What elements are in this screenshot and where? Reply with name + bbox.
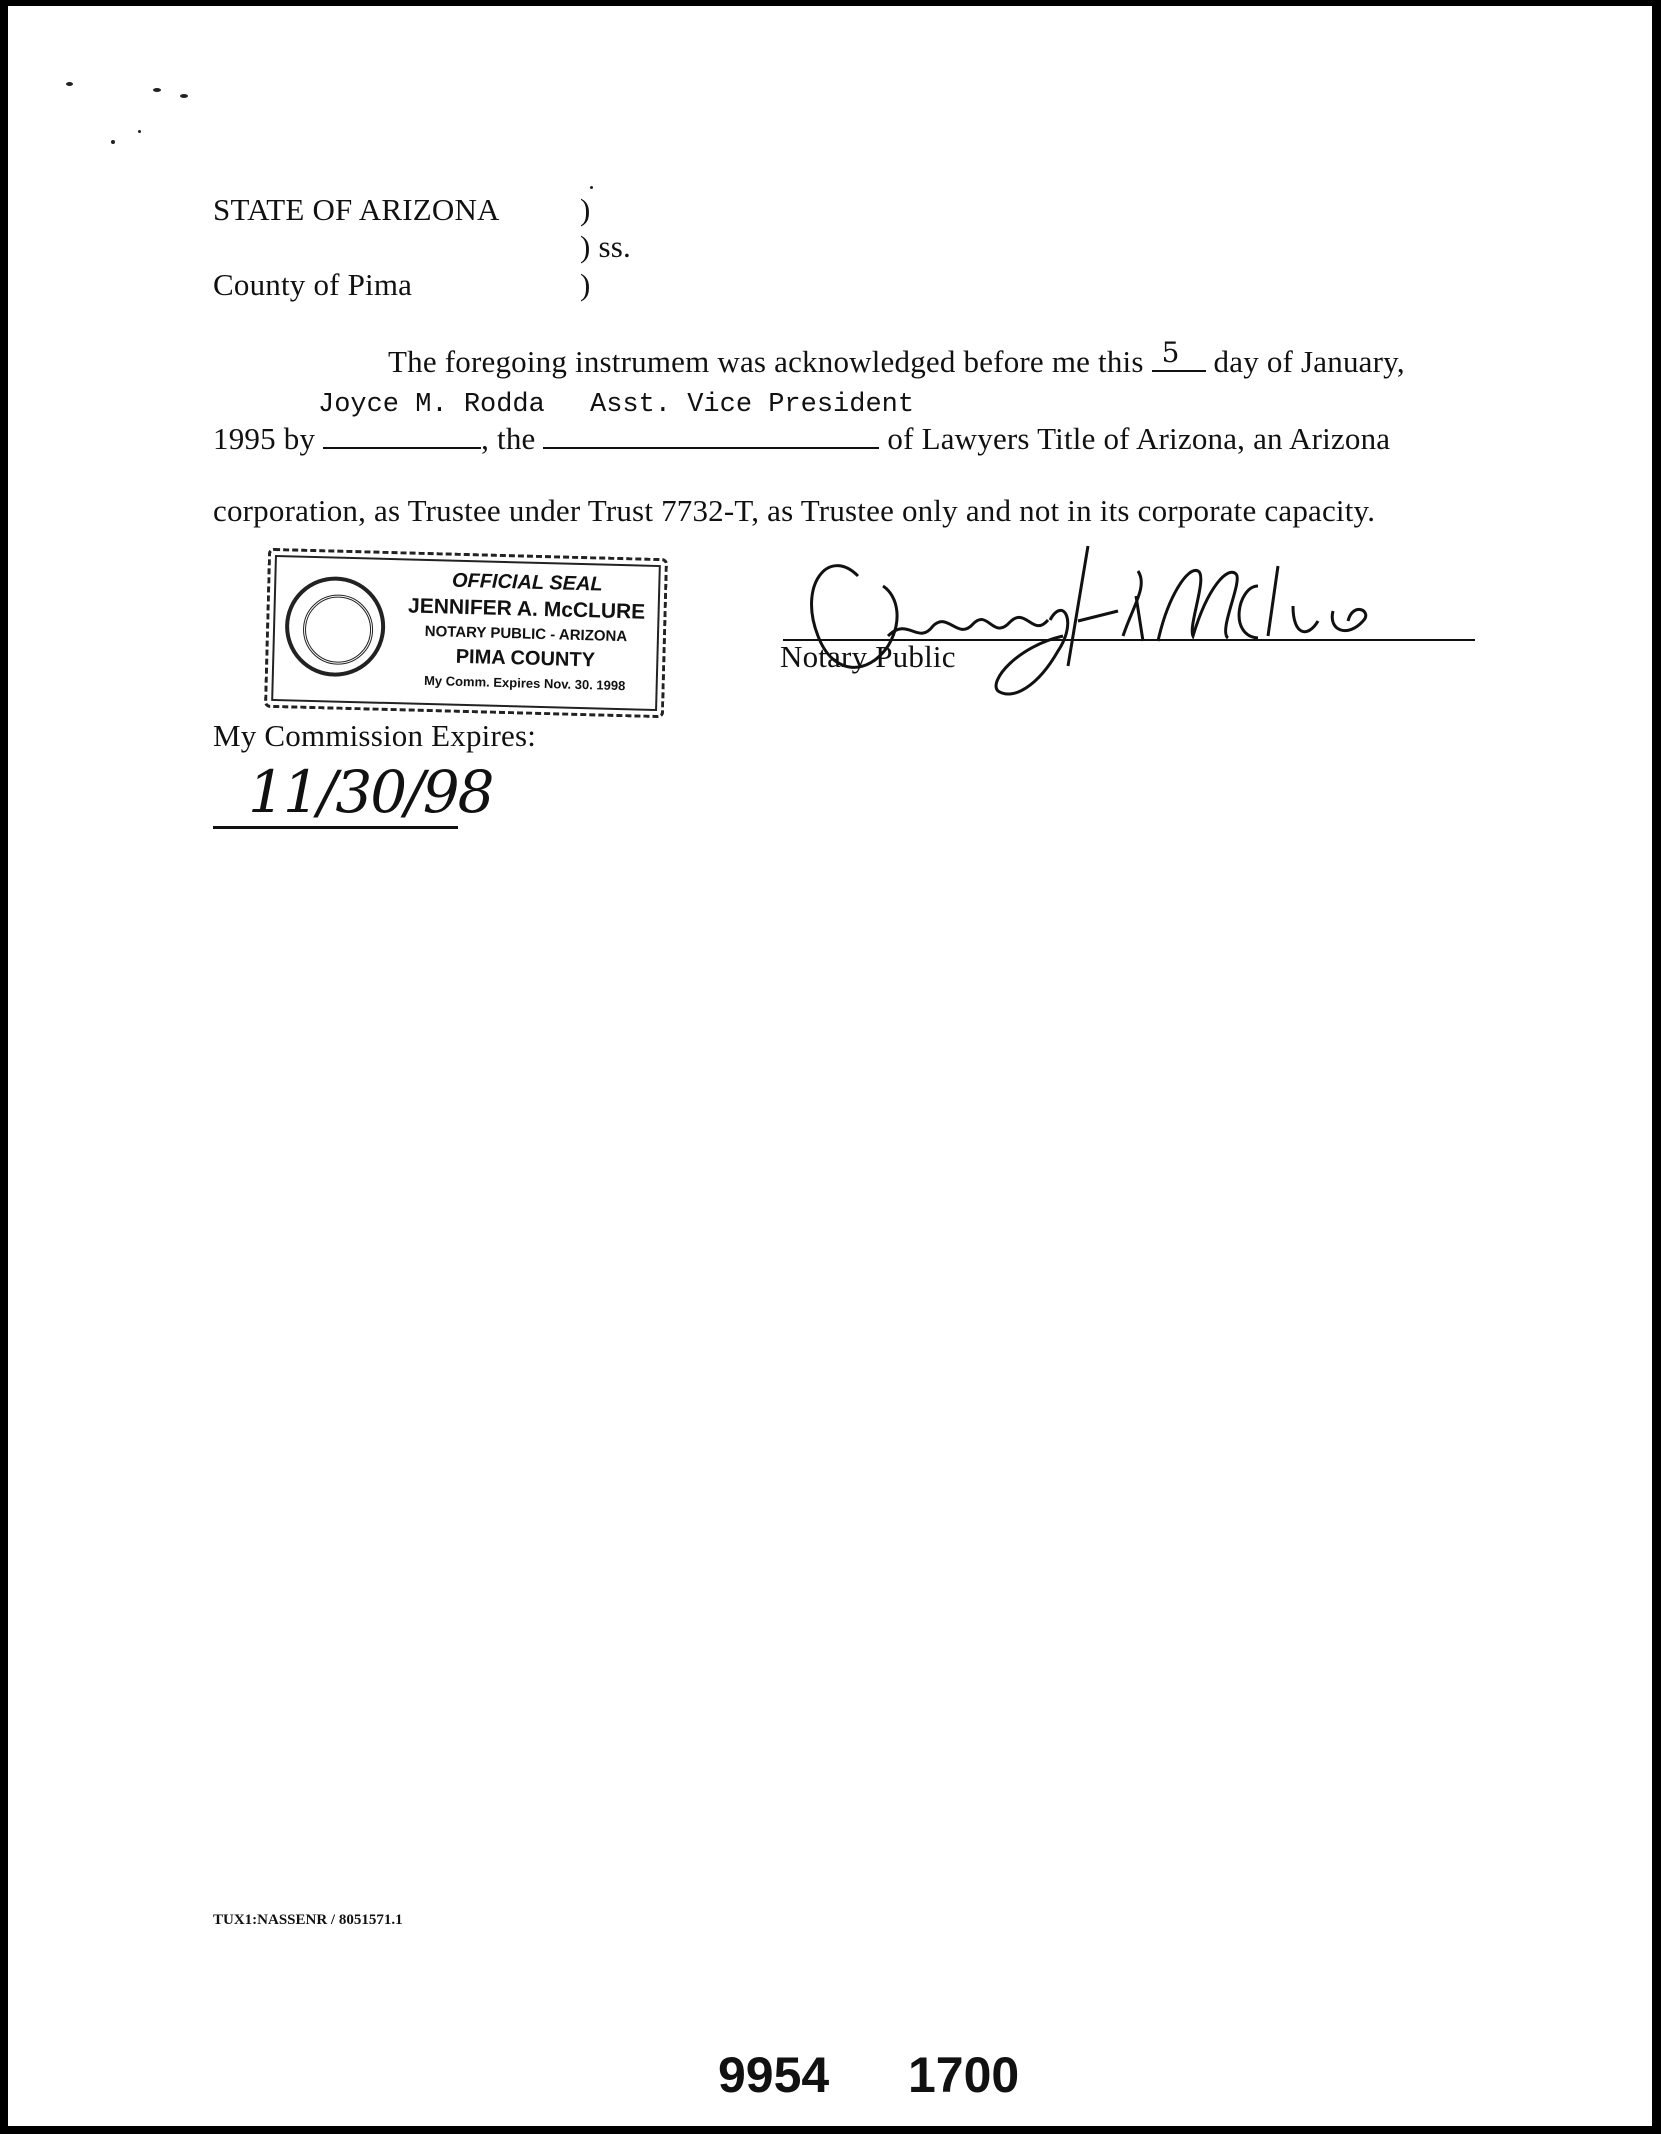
ack-text-end: day of January, (1213, 344, 1405, 379)
scan-speck (138, 130, 141, 133)
commission-date: 11/30/98 (248, 758, 493, 826)
notary-signature (788, 526, 1408, 706)
seal-title: OFFICIAL SEAL (451, 569, 603, 596)
page-number: 1700 (908, 2047, 1020, 2103)
scan-speck (153, 88, 161, 92)
seal-expiration: My Comm. Expires Nov. 30. 1998 (423, 672, 626, 694)
commission-date-line (213, 826, 458, 829)
scan-speck (590, 186, 593, 189)
notary-public-label: Notary Public (780, 639, 956, 674)
document-number: 9954 (718, 2047, 830, 2103)
seal-notary-name: JENNIFER A. McCLURE (407, 594, 646, 624)
caption-ss: ) ss. (580, 229, 631, 264)
document-page (8, 6, 1652, 2126)
scan-speck (180, 94, 188, 98)
caption-paren-1: ) (580, 192, 591, 227)
document-reference: TUX1:NASSENR / 8051571.1 (213, 1912, 403, 1928)
acknowledgment-line-3: corporation, as Trustee under Trust 7732-T, as Trustee only and not in its corporate capacity. (213, 493, 1376, 528)
commission-expires-label: My Commission Expires: (213, 718, 537, 753)
day-blank (1152, 336, 1206, 372)
typed-name: Joyce M. Rodda (318, 390, 545, 420)
seal-notary-public: NOTARY PUBLIC - ARIZONA (424, 622, 628, 646)
typed-title: Asst. Vice President (590, 390, 915, 420)
ack-text-start: The foregoing instrumem was acknowledged before me this (388, 344, 1144, 379)
caption-paren-3: ) (580, 267, 591, 302)
notary-seal (264, 548, 668, 718)
day-value: 5 (1161, 336, 1180, 369)
company-text: of Lawyers Title of Arizona, an Arizona (887, 421, 1391, 456)
county-caption: County of Pima (213, 267, 413, 302)
the-text: , the (481, 421, 536, 456)
year-text: 1995 by (213, 421, 316, 456)
scan-speck (66, 82, 73, 86)
acknowledgment-line-1 (388, 336, 1405, 380)
title-blank (543, 419, 879, 449)
state-caption: STATE OF ARIZONA (213, 192, 500, 227)
seal-county: PIMA COUNTY (455, 645, 596, 672)
acknowledgment-line-2 (213, 419, 1390, 457)
scan-speck (111, 140, 115, 144)
name-blank (323, 419, 481, 449)
